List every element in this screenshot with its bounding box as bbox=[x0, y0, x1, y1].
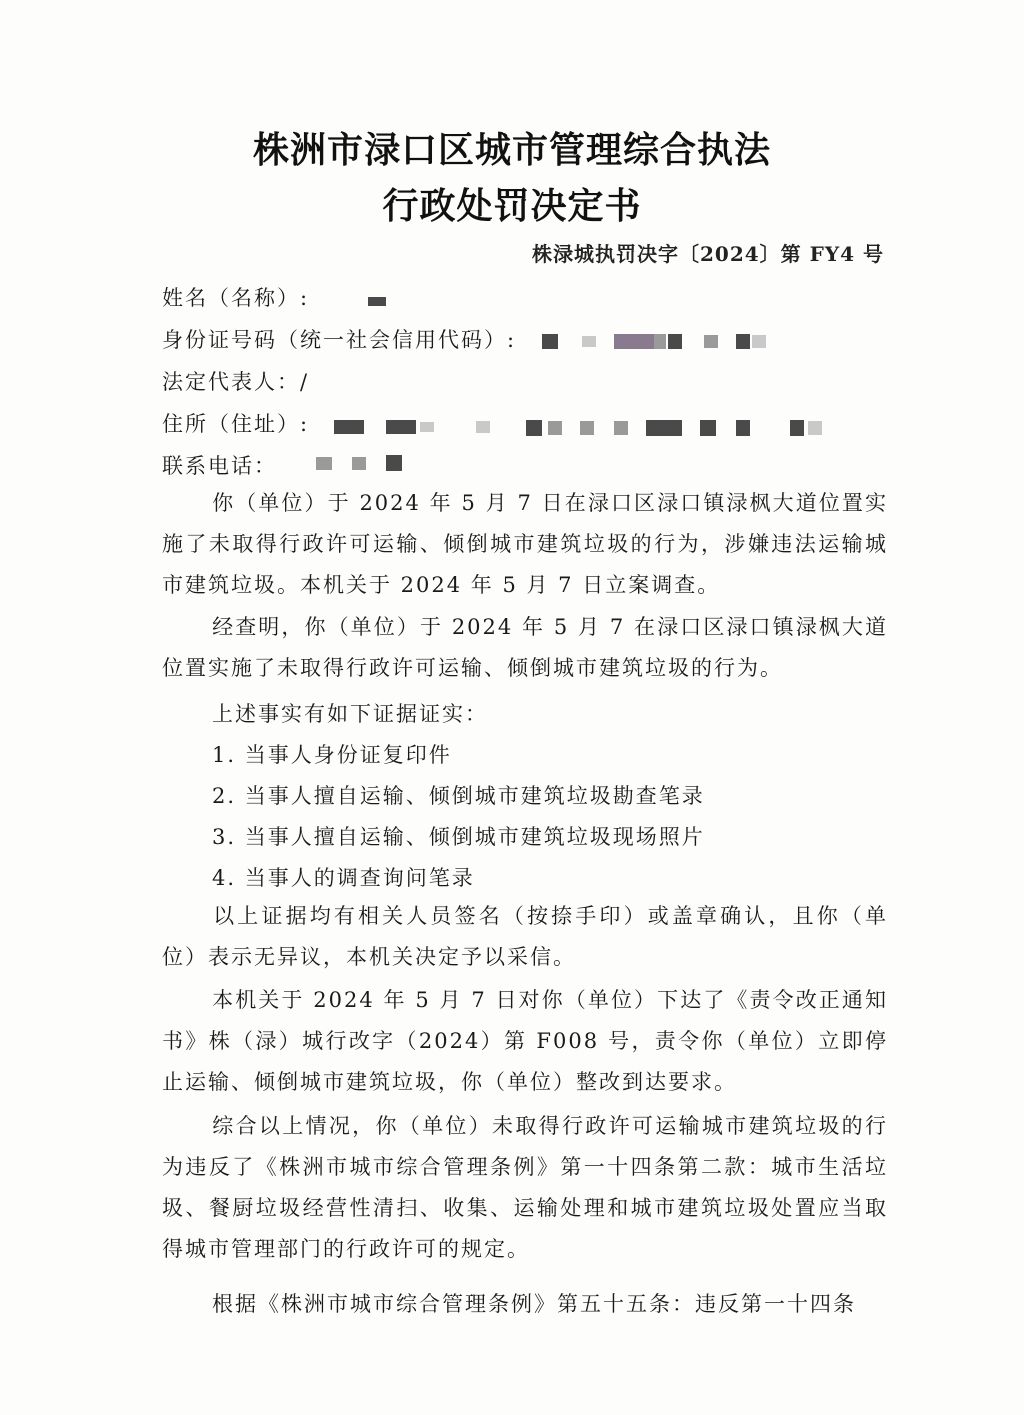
name-redaction bbox=[368, 297, 386, 306]
evidence-intro: 上述事实有如下证据证实： bbox=[212, 702, 488, 726]
legal-representative: 法定代表人：/ bbox=[162, 370, 310, 394]
evidence-item: 4. 当事人的调查询问笔录 bbox=[212, 866, 475, 890]
address-label: 住所（住址）: bbox=[162, 412, 310, 436]
document-number: 株渌城执罚决字〔2024〕第 FY4 号 bbox=[532, 242, 884, 266]
paragraph-legal-basis: 根据《株洲市城市综合管理条例》第五十五条：违反第一十四条 bbox=[212, 1292, 856, 1316]
evidence-item: 1. 当事人身份证复印件 bbox=[212, 743, 452, 767]
paragraph-violation: 综合以上情况，你（单位）未取得行政许可运输城市建筑垃圾的行为违反了《株洲市城市综合管理条例》第一十四条第二款：城市生活垃圾、餐厨垃圾经营性清扫、收集、运输处理和城市建筑垃圾处置应当取得城市管理部门的行政许可的规定。 bbox=[162, 1114, 888, 1261]
phone-label: 联系电话： bbox=[162, 454, 277, 478]
paragraph-case-filing: 你（单位）于 2024 年 5 月 7 日在渌口区渌口镇渌枫大道位置实施了未取得行政许可运输、倾倒城市建筑垃圾的行为，涉嫌违法运输城市建筑垃圾。本机关于 2024 年 5 月 7 日立案调查。 bbox=[162, 491, 888, 597]
name-label: 姓名（名称）: bbox=[162, 286, 310, 310]
paragraph-evidence-acceptance: 以上证据均有相关人员签名（按捺手印）或盖章确认，且你（单位）表示无异议，本机关决定予以采信。 bbox=[162, 904, 888, 969]
document-title-line1: 株洲市渌口区城市管理综合执法 bbox=[252, 130, 771, 171]
evidence-item: 2. 当事人擅自运输、倾倒城市建筑垃圾勘查笔录 bbox=[212, 784, 705, 808]
document-title-line2: 行政处罚决定书 bbox=[382, 186, 642, 227]
id-number-label: 身份证号码（统一社会信用代码）: bbox=[162, 328, 517, 352]
paragraph-findings: 经查明，你（单位）于 2024 年 5 月 7 在渌口区渌口镇渌枫大道位置实施了未取得行政许可运输、倾倒城市建筑垃圾的行为。 bbox=[162, 615, 888, 680]
evidence-item: 3. 当事人擅自运输、倾倒城市建筑垃圾现场照片 bbox=[212, 825, 705, 849]
paragraph-rectification-notice: 本机关于 2024 年 5 月 7 日对你（单位）下达了《责令改正通知书》株（渌）城行改字（2024）第 F008 号，责令你（单位）立即停止运输、倾倒城市建筑垃圾，你（单位）整改到达要求。 bbox=[162, 988, 888, 1094]
